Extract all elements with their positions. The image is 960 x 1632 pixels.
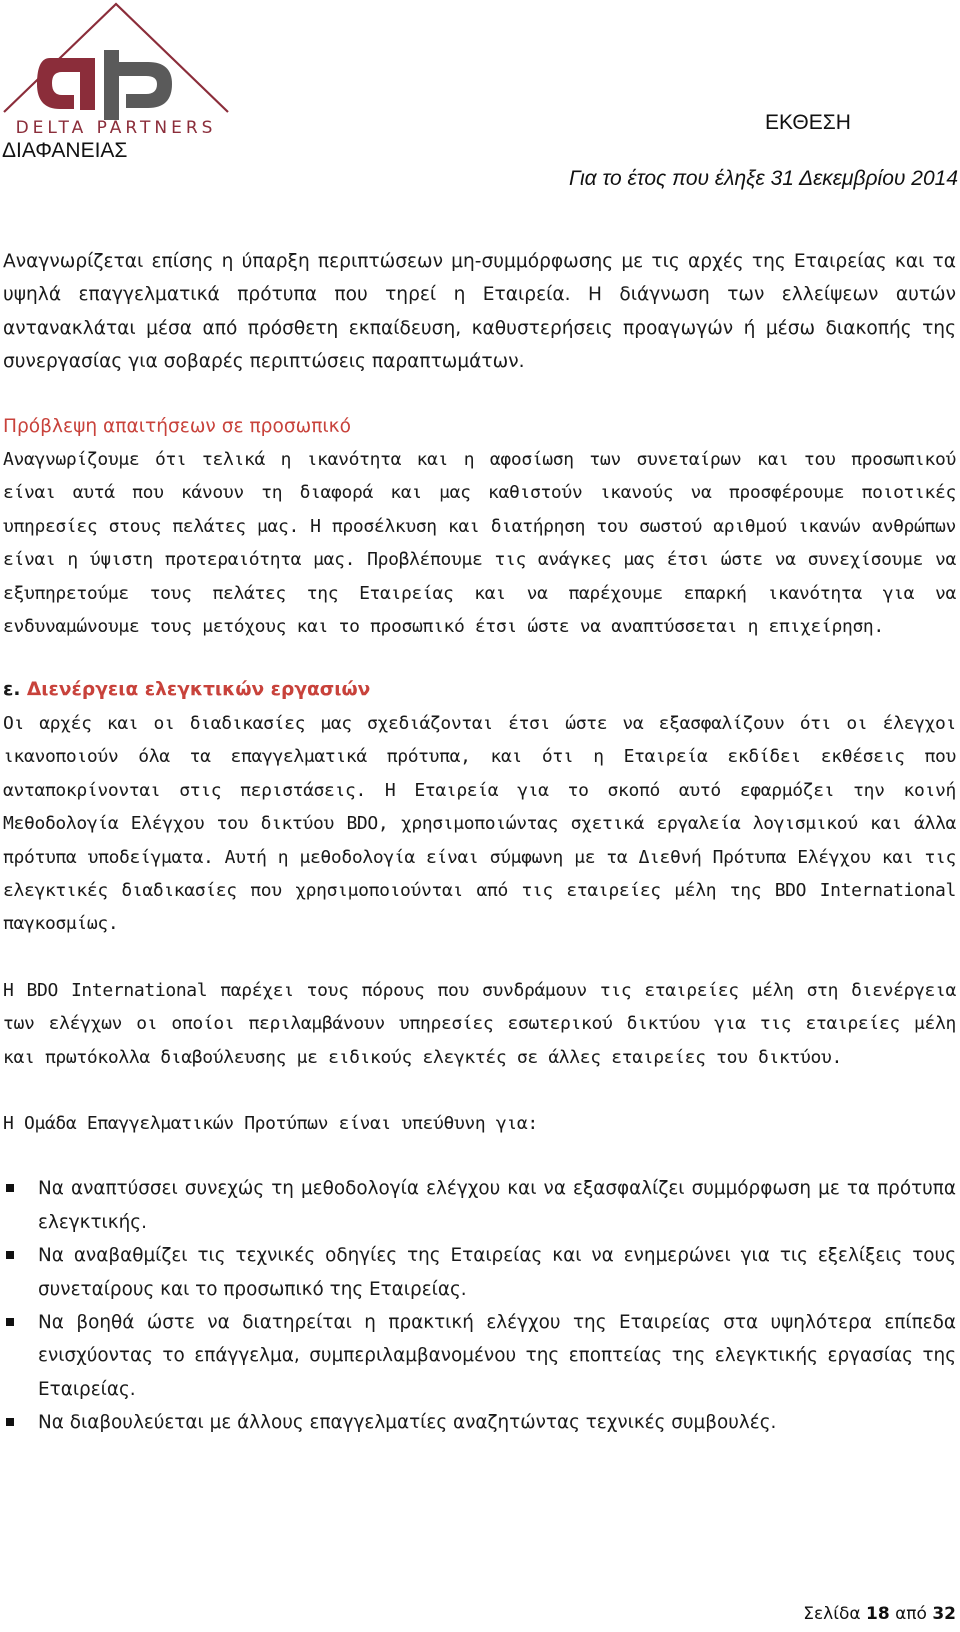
section-letter: ε. <box>3 679 21 701</box>
list-item-text: Να αναπτύσσει συνεχώς τη μεθοδολογία ελέγχου και να εξασφαλίζει συμμόρφωση με τα πρότυπα ελεγκτικής. <box>38 1178 956 1233</box>
list-item-text: Να διαβουλεύεται με άλλους επαγγελματίες αναζητώντας τεχνικές συμβουλές. <box>38 1412 777 1434</box>
list-item-text: Να βοηθά ώστε να διατηρείται η πρακτική ελέγχου της Εταιρείας στα υψηλότερα επίπεδα ενισχύοντας το επάγγελμα, συμπεριλαμβανομένου της εποπτείας της ελεγκτικής εργασίας της Εταιρείας. <box>38 1311 956 1400</box>
audit-section-heading <box>3 673 956 706</box>
bdo-resources-paragraph: Η BDO International παρέχει τους πόρους που συνδράμουν τις εταιρείες μέλη στη διενέργεια των ελέγχων οι οποίοι περιλαμβάνουν υπηρεσίες εσωτερικού δικτύου για τις εταιρείες μέλη και πρωτόκολλα διαβούλευσης με ειδικούς ελεγκτές σε άλλες εταιρείες του δικτύου. <box>3 979 956 1068</box>
list-item <box>3 1172 956 1239</box>
list-item-text: Να αναβαθμίζει τις τεχνικές οδηγίες της Εταιρείας και να ενημερώνει για τις εξελίξεις τους συνεταίρους και το προσωπικό της Εταιρείας. <box>38 1245 956 1300</box>
staff-section-heading: Πρόβλεψη απαιτήσεων σε προσωπικό <box>3 415 352 437</box>
total-pages: 32 <box>932 1604 956 1624</box>
staff-section-paragraph: Αναγνωρίζουμε ότι τελικά η ικανότητα και η αφοσίωση των συνεταίρων και του προσωπικού είναι αυτά που κάνουν τη διαφορά και μας καθιστούν ικανούς να προσφέρουμε ποιοτικές υπηρεσίες στους πελάτες μας. Η προσέλκυση και διατήρηση του σωστού αριθμού ικανών ανθρώπων είναι η ύψιστη προτεραιότητα μας. Προβλέπουμε τις ανάγκες μας έτσι ώστε να συνεχίσουμε να εξυπηρετούμε τους πελάτες της Εταιρείας και να παρέχουμε επαρκή ικανότητα για να ενδυναμώνουμε τους μετόχους και το προσωπικό έτσι ώστε να αναπτύσσεται η επιχείρηση. <box>3 449 956 638</box>
logo-wordmark: DELTA PARTNERS <box>15 118 217 138</box>
list-item <box>3 1306 956 1406</box>
square-bullet-icon <box>6 1184 14 1192</box>
square-bullet-icon <box>6 1251 14 1259</box>
square-bullet-icon <box>6 1418 14 1426</box>
page-word: Σελίδα <box>803 1604 861 1624</box>
delta-partners-logo <box>0 0 232 140</box>
page-number: 18 <box>866 1604 890 1624</box>
responsibilities-list <box>3 1172 956 1439</box>
report-title: ΕΚΘΕΣΗ <box>765 111 851 134</box>
page-footer <box>803 1604 956 1624</box>
of-word: από <box>895 1604 927 1624</box>
list-item <box>3 1239 956 1306</box>
audit-section-paragraph: Οι αρχές και οι διαδικασίες μας σχεδιάζονται έτσι ώστε να εξασφαλίζουν ότι οι έλεγχοι ικανοποιούν όλα τα επαγγελματικά πρότυπα, και ότι η Εταιρεία εκδίδει εκθέσεις που ανταποκρίνονται στις περιστάσεις. Η Εταιρεία για το σκοπό αυτό εφαρμόζει την κοινή Μεθοδολογία Ελέγχου του δικτύου BDO, χρησιμοποιώντας σχετικά εργαλεία λογισμικού και άλλα πρότυπα υποδείγματα. Αυτή η μεθοδολογία είναι σύμφωνη με τα Διεθνή Πρότυπα Ελέγχου και τις ελεγκτικές διαδικασίες που χρησιμοποιούνται από τις εταιρείες μέλη της BDO International παγκοσμίως. <box>3 712 956 935</box>
intro-paragraph: Αναγνωρίζεται επίσης η ύπαρξη περιπτώσεων μη-συμμόρφωσης με τις αρχές της Εταιρείας και τα υψηλά επαγγελματικά πρότυπα που τηρεί η Εταιρεία. Η διάγνωση των ελλείψεων αυτών αντανακλάται μέσα από πρόσθετη εκπαίδευση, καθυστερήσεις προαγωγών ή μέσω διακοπής της συνεργασίας για σοβαρές περιπτώσεις παραπτωμάτων. <box>3 251 956 373</box>
main-content <box>3 245 956 1440</box>
square-bullet-icon <box>6 1318 14 1326</box>
report-title-continued: ΔΙΑΦΑΝΕΙΑΣ <box>2 139 128 162</box>
list-item <box>3 1406 956 1439</box>
audit-section-title: Διενέργεια ελεγκτικών εργασιών <box>26 679 371 701</box>
report-period: Για το έτος που έληξε 31 Δεκεμβρίου 2014 <box>569 167 958 190</box>
team-responsibilities-intro: Η Ομάδα Επαγγελματικών Προτύπων είναι υπεύθυνη για: <box>3 1112 538 1134</box>
